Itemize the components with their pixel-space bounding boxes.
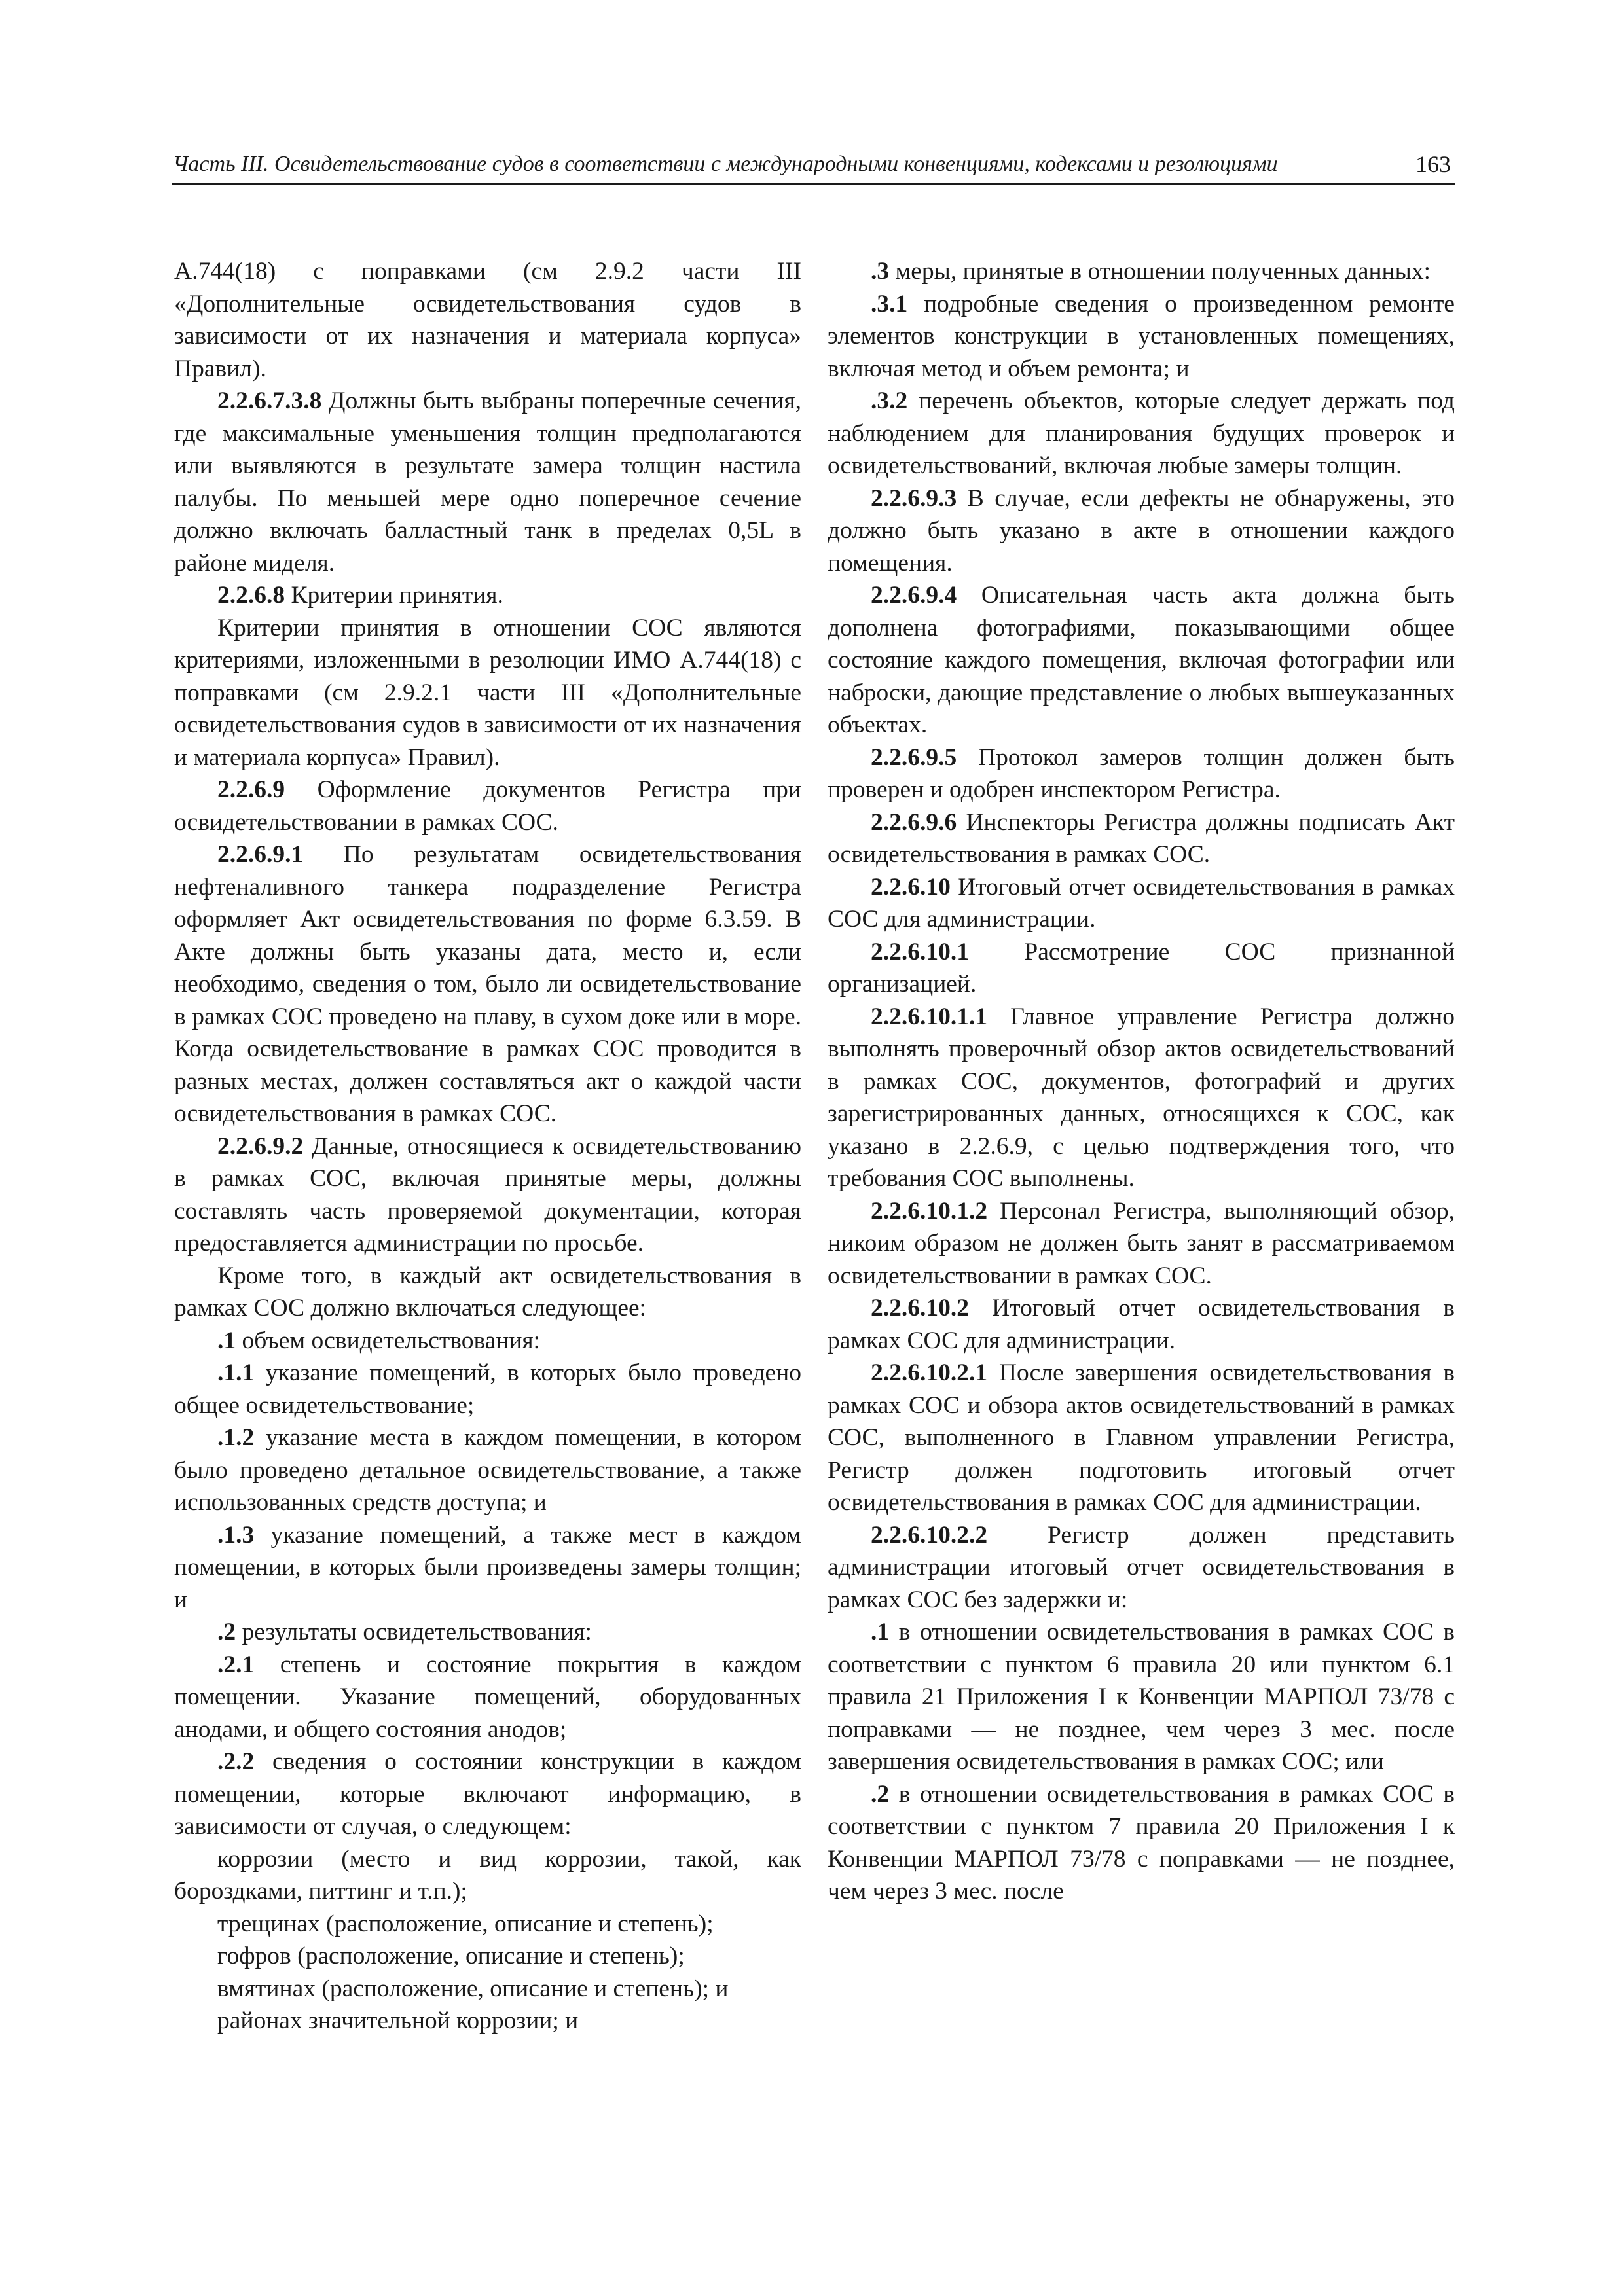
paragraph-text: Протокол замеров толщин должен быть проверен и одобрен инспектором Регистра. xyxy=(828,744,1455,803)
paragraph xyxy=(174,774,801,838)
paragraph-text: Главное управление Регистра должно выполнять проверочный обзор актов освидетельствований в рамках СОС, документов, фотографий и других зарегистрированных данных, относящихся к СОС, как указано в 2.2.6.9, с целью подтверждения того, что требования СОС выполнены. xyxy=(828,1003,1455,1192)
running-header xyxy=(172,145,1455,185)
paragraph-text: В случае, если дефекты не обнаружены, это должно быть указано в акте в отношении каждого помещения. xyxy=(828,484,1455,577)
paragraph xyxy=(828,806,1455,871)
paragraph xyxy=(174,1908,801,1941)
paragraph-text: Критерии принятия. xyxy=(285,582,503,609)
clause-number: 2.2.6.9.1 xyxy=(217,841,304,868)
paragraph xyxy=(828,1616,1455,1778)
paragraph-text: меры, принятые в отношении полученных данных: xyxy=(889,258,1431,285)
paragraph xyxy=(174,1940,801,1973)
paragraph-text: указание помещений, а также мест в каждом помещении, в которых были произведены замеры толщин; и xyxy=(174,1521,801,1613)
paragraph xyxy=(828,255,1455,288)
clause-number: 2.2.6.10.1.1 xyxy=(871,1003,988,1030)
paragraph-text: результаты освидетельствования: xyxy=(236,1619,592,1645)
paragraph-text: A.744(18) с поправками (см 2.9.2 части III «Дополнительные освидетельствования судов в зависимости от их назначения и материала корпуса» Правил). xyxy=(174,258,801,382)
paragraph-text: объем освидетельствования: xyxy=(236,1327,541,1354)
paragraph-text: коррозии (место и вид коррозии, такой, как бороздками, питтинг и т.п.); xyxy=(174,1845,801,1905)
paragraph xyxy=(174,385,801,579)
paragraph-text: перечень объектов, которые следует держать под наблюдением для планирования будущих проверок и освидетельствований, включая любые замеры толщин. xyxy=(828,387,1455,479)
paragraph-text: После завершения освидетельствования в рамках СОС и обзора актов освидетельствований в рамках СОС, выполненного в Главном управлении Регистра, Регистр должен подготовить итоговый отчет освидетельствования в рамках СОС для администрации. xyxy=(828,1359,1455,1516)
paragraph-text: в отношении освидетельствования в рамках СОС в соответствии с пунктом 6 правила 20 или пунктом 6.1 правила 21 Приложения I к Конвенции МАРПОЛ 73/78 с поправками — не позднее, чем через 3 мес. после завершения освидетельствования в рамках СОС; или xyxy=(828,1619,1455,1775)
paragraph xyxy=(828,1778,1455,1908)
paragraph-text: Данные, относящиеся к освидетельствованию в рамках СОС, включая принятые меры, должны составлять часть проверяемой документации, которая предоставляется администрации по просьбе. xyxy=(174,1132,801,1257)
clause-number: 2.2.6.10.1 xyxy=(871,938,969,965)
paragraph-text: Описательная часть акта должна быть дополнена фотографиями, показывающими общее состояние каждого помещения, включая фотографии или наброски, дающие представление о любых вышеуказанных объектах. xyxy=(828,582,1455,738)
clause-number: .1 xyxy=(217,1327,236,1354)
clause-number: 2.2.6.9.3 xyxy=(871,484,957,512)
paragraph-text: Оформление документов Регистра при освидетельствовании в рамках СОС. xyxy=(174,776,801,836)
paragraph xyxy=(174,1973,801,2037)
paragraph xyxy=(828,482,1455,580)
paragraph-text: в отношении освидетельствования в рамках СОС в соответствии с пунктом 7 правила 20 Приложения I к Конвенции МАРПОЛ 73/78 с поправками — не позднее, чем через 3 мес. после xyxy=(828,1780,1455,1905)
clause-number: 2.2.6.9.6 xyxy=(871,808,957,836)
paragraph xyxy=(174,1422,801,1519)
left-column xyxy=(174,255,801,2037)
paragraph-text: подробные сведения о произведенном ремонте элементов конструкции в установленных помещениях, включая метод и объем ремонта; и xyxy=(828,290,1455,382)
paragraph xyxy=(828,1519,1455,1617)
paragraph-text: трещинах (расположение, описание и степень); xyxy=(217,1910,714,1937)
paragraph-text: Критерии принятия в отношении СОС являются критериями, изложенными в резолюции ИМО A.744(18) с поправками (см 2.9.2.1 части III «Дополнительные освидетельствования судов в зависимости от их назначения и материала корпуса» Правил). xyxy=(174,614,801,771)
paragraph xyxy=(174,1325,801,1357)
paragraph xyxy=(828,1001,1455,1195)
header-title: Часть III. Освидетельствование судов в соответствии с международными конвенциями, кодексами и резолюциями xyxy=(173,152,1278,176)
paragraph xyxy=(174,838,801,1130)
clause-number: .1.1 xyxy=(217,1359,255,1386)
clause-number: .2 xyxy=(871,1780,890,1808)
paragraph-text: Персонал Регистра, выполняющий обзор, никоим образом не должен быть занят в рассматриваемом освидетельствовании в рамках СОС. xyxy=(828,1197,1455,1289)
paragraph xyxy=(174,1843,801,1908)
clause-number: 2.2.6.10 xyxy=(871,873,951,901)
page-number: 163 xyxy=(1415,151,1451,177)
paragraph xyxy=(174,255,801,385)
paragraph-text: Инспекторы Регистра должны подписать Акт освидетельствования в рамках СОС. xyxy=(828,808,1455,868)
paragraph xyxy=(828,579,1455,742)
paragraph-text: вмятинах (расположение, описание и степень); и районах значительной коррозии; и xyxy=(217,1975,729,2034)
clause-number: .1.3 xyxy=(217,1521,255,1549)
paragraph xyxy=(828,936,1455,1001)
paragraph xyxy=(828,1292,1455,1357)
clause-number: .1.2 xyxy=(217,1424,255,1451)
paragraph xyxy=(174,1649,801,1746)
paragraph xyxy=(174,1519,801,1617)
right-column xyxy=(828,255,1455,1908)
paragraph xyxy=(828,1195,1455,1293)
paragraph xyxy=(174,1357,801,1422)
clause-number: 2.2.6.8 xyxy=(217,582,285,609)
clause-number: 2.2.6.7.3.8 xyxy=(217,387,322,414)
paragraph xyxy=(174,1746,801,1843)
clause-number: 2.2.6.9.5 xyxy=(871,744,957,771)
paragraph xyxy=(828,288,1455,386)
clause-number: 2.2.6.10.2.2 xyxy=(871,1521,988,1549)
paragraph-text: Регистр должен представить администрации итоговый отчет освидетельствования в рамках СОС без задержки и: xyxy=(828,1521,1455,1613)
paragraph xyxy=(828,742,1455,806)
clause-number: 2.2.6.9 xyxy=(217,776,285,803)
paragraph xyxy=(828,1357,1455,1519)
clause-number: 2.2.6.9.2 xyxy=(217,1132,304,1160)
paragraph xyxy=(828,871,1455,936)
paragraph xyxy=(174,612,801,774)
paragraph-text: сведения о состоянии конструкции в каждом помещении, которые включают информацию, в зависимости от случая, о следующем: xyxy=(174,1748,801,1840)
paragraph xyxy=(174,579,801,612)
clause-number: .2.1 xyxy=(217,1651,255,1678)
paragraph-text: гофров (расположение, описание и степень); xyxy=(217,1943,685,1969)
paragraph-text: степень и состояние покрытия в каждом помещении. Указание помещений, оборудованных анодами, и общего состояния анодов; xyxy=(174,1651,801,1743)
clause-number: 2.2.6.10.2.1 xyxy=(871,1359,988,1386)
clause-number: .3 xyxy=(871,258,890,285)
clause-number: .3.1 xyxy=(871,290,908,317)
paragraph xyxy=(174,1130,801,1260)
clause-number: .3.2 xyxy=(871,387,908,414)
paragraph-text: Итоговый отчет освидетельствования в рамках СОС для администрации. xyxy=(828,1295,1455,1354)
paragraph xyxy=(828,385,1455,482)
clause-number: 2.2.6.10.2 xyxy=(871,1295,969,1321)
paragraph-text: Должны быть выбраны поперечные сечения, где максимальные уменьшения толщин предполагаются или выявляются в результате замера толщин настила палубы. По меньшей мере одно поперечное сечение должно включать балластный танк в пределах 0,5L в районе миделя. xyxy=(174,387,801,577)
clause-number: 2.2.6.9.4 xyxy=(871,582,957,609)
paragraph xyxy=(174,1260,801,1325)
clause-number: .2 xyxy=(217,1619,236,1645)
clause-number: 2.2.6.10.1.2 xyxy=(871,1197,988,1225)
clause-number: .2.2 xyxy=(217,1748,255,1775)
paragraph xyxy=(174,1616,801,1649)
paragraph-text: указание места в каждом помещении, в котором было проведено детальное освидетельствование, а также использованных средств доступа; и xyxy=(174,1424,801,1516)
clause-number: .1 xyxy=(871,1619,890,1645)
paragraph-text: Рассмотрение СОС признанной организацией. xyxy=(828,938,1455,997)
paragraph-text: Кроме того, в каждый акт освидетельствования в рамках СОС должно включаться следующее: xyxy=(174,1262,801,1321)
paragraph-text: По результатам освидетельствования нефтеналивного танкера подразделение Регистра оформляет Акт освидетельствования по форме 6.3.59. В Акте должны быть указаны дата, место и, если необходимо, сведения о том, было ли освидетельствование в рамках СОС проведено на плаву, в сухом доке или в море. Когда освидетельствование в рамках СОС проводится в разных местах, должен составляться акт о каждой части освидетельствования в рамках СОС. xyxy=(174,841,801,1127)
paragraph-text: указание помещений, в которых было проведено общее освидетельствование; xyxy=(174,1359,801,1419)
paragraph-text: Итоговый отчет освидетельствования в рамках СОС для администрации. xyxy=(828,873,1455,933)
